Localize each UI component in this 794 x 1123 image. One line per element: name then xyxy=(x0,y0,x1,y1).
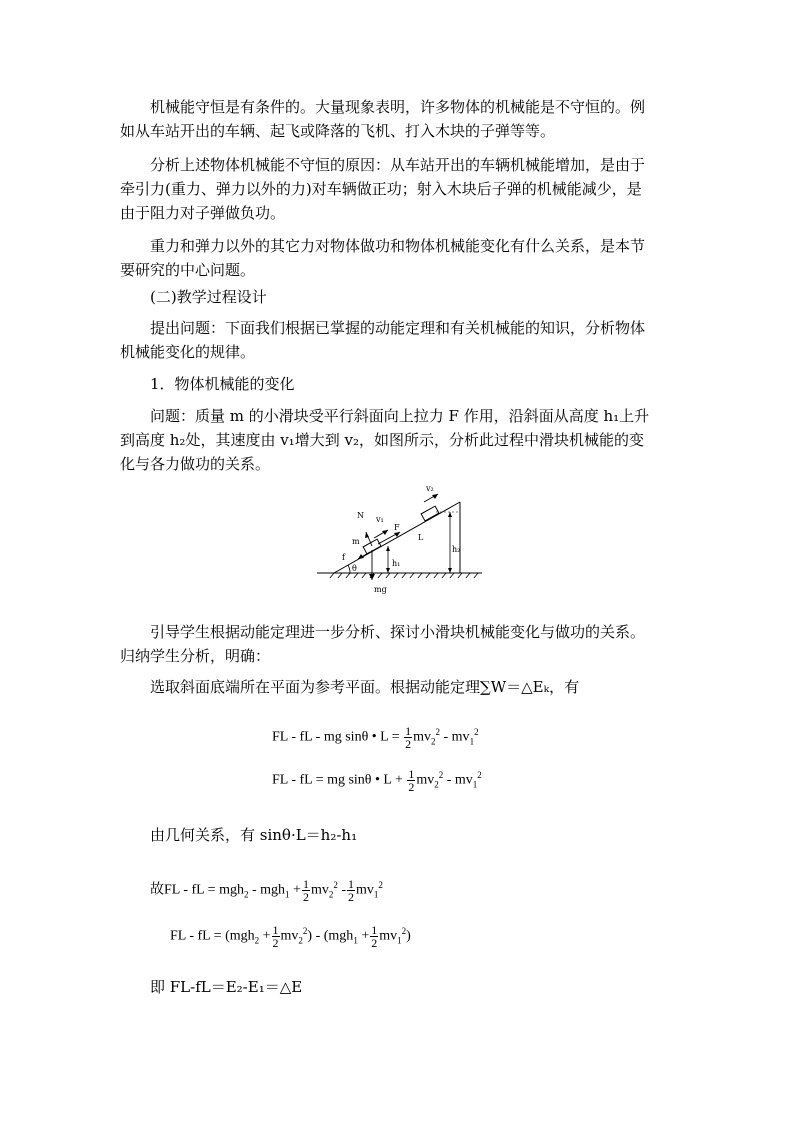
label-v1: v₁ xyxy=(376,515,384,524)
fraction-half: $\frac{1}{2}$ xyxy=(408,767,415,794)
fraction-half: $\frac{1}{2}$ xyxy=(272,923,279,950)
paragraph-8: 引导学生根据动能定理进一步分析、探讨小滑块机械能变化与做功的关系。 归纳学生分析，明确： xyxy=(120,623,646,665)
paragraph-3: 重力和弹力以外的其它力对物体做功和物体机械能变化有什么关系，是本节 要研究的中心问题。 xyxy=(120,237,646,279)
equation-4: FL - fL = (mgh$_2$ + $\frac{1}{2}$ $mv_2^2) - (mgh_1$ + $\frac{1}{2}$ $mv_1^2$) xyxy=(170,923,411,950)
fraction-half: $\frac{1}{2}$ xyxy=(371,923,378,950)
subsection-heading: 1．物体机械能的变化 xyxy=(150,375,295,393)
paragraph-2: 分析上述物体机械能不守恒的原因：从车站开出的车辆机械能增加，是由于 牵引力(重力、弹力以外的力)对车辆做正功；射入木块后子弹的机械能减少，是 由于阻力对子弹做负功。 xyxy=(120,156,646,222)
fraction-half: $\frac{1}{2}$ xyxy=(405,724,412,751)
equation-3: 故FL - fL = mgh$_2$ - mgh$_1$ + $\frac{1}{2}$ $mv_2^2$ - $\frac{1}{2}$ $mv_1^2$ xyxy=(150,877,383,904)
incline-diagram xyxy=(312,480,487,600)
equation-1: FL - fL - mg sinθ • L = $\frac{1}{2}$ $mv_2^2 - mv_1^2$ xyxy=(272,724,479,751)
label-L: L xyxy=(418,533,424,542)
label-f: f xyxy=(342,553,345,562)
label-mg: mg xyxy=(374,585,387,594)
label-F: F xyxy=(394,523,400,532)
label-m: m xyxy=(352,537,360,546)
paragraph-7: 问题：质量 m 的小滑块受平行斜面向上拉力 F 作用，沿斜面从高度 h₁上升 到高度 h₂处，其速度由 v₁增大到 v₂，如图所示，分析此过程中滑块机械能的变 化与各力做功的关系。 xyxy=(120,407,650,473)
fraction-half: $\frac{1}{2}$ xyxy=(302,877,309,904)
paragraph-1: 机械能守恒是有条件的。大量现象表明，许多物体的机械能是不守恒的。例 如从车站开出的车辆、起飞或降落的飞机、打入木块的子弹等等。 xyxy=(120,98,646,140)
section-heading: (二)教学过程设计 xyxy=(150,288,267,306)
paragraph-10: 由几何关系，有 sinθ·L＝h₂-h₁ xyxy=(150,826,358,844)
label-theta: θ xyxy=(352,564,357,573)
label-h1: h₁ xyxy=(392,559,401,568)
paragraph-5: 提出问题：下面我们根据已掌握的动能定理和有关机械能的知识，分析物体 机械能变化的规律。 xyxy=(120,319,646,361)
label-h2: h₂ xyxy=(452,545,461,554)
equation-2: FL - fL = mg sinθ • L + $\frac{1}{2}$ $mv_2^2 - mv_1^2$ xyxy=(272,767,482,794)
fraction-half: $\frac{1}{2}$ xyxy=(348,877,354,904)
paragraph-11: 即 FL-fL＝E₂-E₁＝△E xyxy=(150,978,303,996)
label-N: N xyxy=(357,511,364,520)
label-v2: v₂ xyxy=(426,484,434,493)
paragraph-9: 选取斜面底端所在平面为参考平面。根据动能定理∑W＝△Eₖ，有 xyxy=(150,678,580,696)
